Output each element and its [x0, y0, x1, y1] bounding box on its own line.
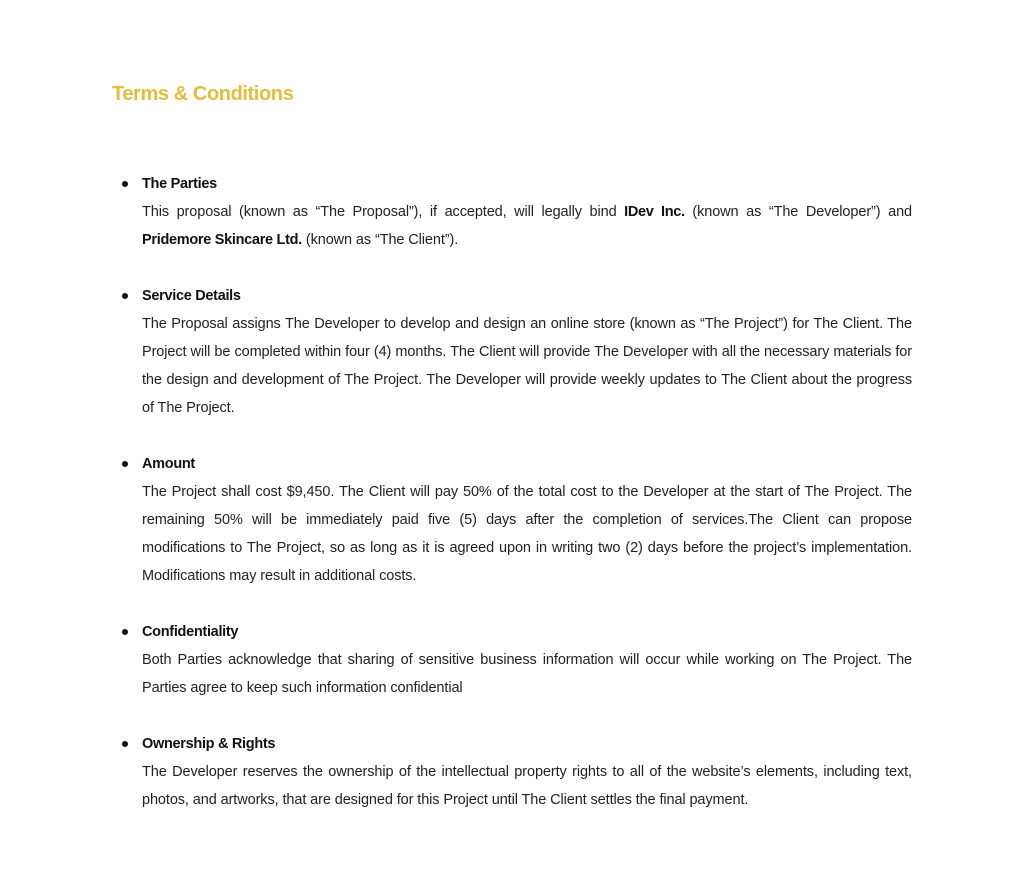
- developer-name: IDev Inc.: [624, 204, 685, 220]
- page-title: Terms & Conditions: [112, 83, 294, 105]
- term-body: The Project shall cost $9,450. The Client will pay 50% of the total cost to the Developer at the start of The Project. The remaining 50% will be immediately paid five (5) days after the completion of services.The Client can propose modifications to The Project, so as long as it is agreed upon in writing two (2) days before the project’s implementation. Modifications may result in additional costs.: [142, 484, 912, 584]
- bullet-icon: [122, 181, 128, 187]
- term-heading: Amount: [142, 456, 195, 472]
- term-the-parties: [142, 170, 912, 254]
- term-body: The Proposal assigns The Developer to develop and design an online store (known as “The Project”) for The Client. The Project will be completed within four (4) months. The Client will provide The Developer with all the necessary materials for the design and development of The Project. The Developer will provide weekly updates to The Client about the progress of The Project.: [142, 316, 912, 416]
- term-text: This proposal (known as “The Proposal”), if accepted, will legally bind: [142, 204, 625, 220]
- term-heading: Service Details: [142, 288, 241, 304]
- bullet-icon: [122, 741, 128, 747]
- term-body: The Developer reserves the ownership of the intellectual property rights to all of the website’s elements, including text, photos, and artworks, that are designed for this Project until The Client settles the final payment.: [142, 764, 912, 808]
- term-text: (known as “The Client”).: [301, 232, 459, 248]
- term-body: [142, 198, 912, 254]
- bullet-icon: [122, 629, 128, 635]
- term-amount: [142, 450, 912, 590]
- term-ownership-rights: [142, 730, 912, 814]
- term-body: Both Parties acknowledge that sharing of sensitive business information will occur while working on The Project. The Parties agree to keep such information confidential: [142, 652, 912, 696]
- bullet-icon: [122, 461, 128, 467]
- term-service-details: [142, 282, 912, 422]
- term-heading: The Parties: [142, 176, 217, 192]
- terms-list: [142, 170, 912, 842]
- term-heading: Ownership & Rights: [142, 736, 276, 752]
- term-heading: Confidentiality: [142, 624, 239, 640]
- client-name: Pridemore Skincare Ltd.: [142, 232, 302, 248]
- term-text: (known as “The Developer”) and: [684, 204, 913, 220]
- bullet-icon: [122, 293, 128, 299]
- term-confidentiality: [142, 618, 912, 702]
